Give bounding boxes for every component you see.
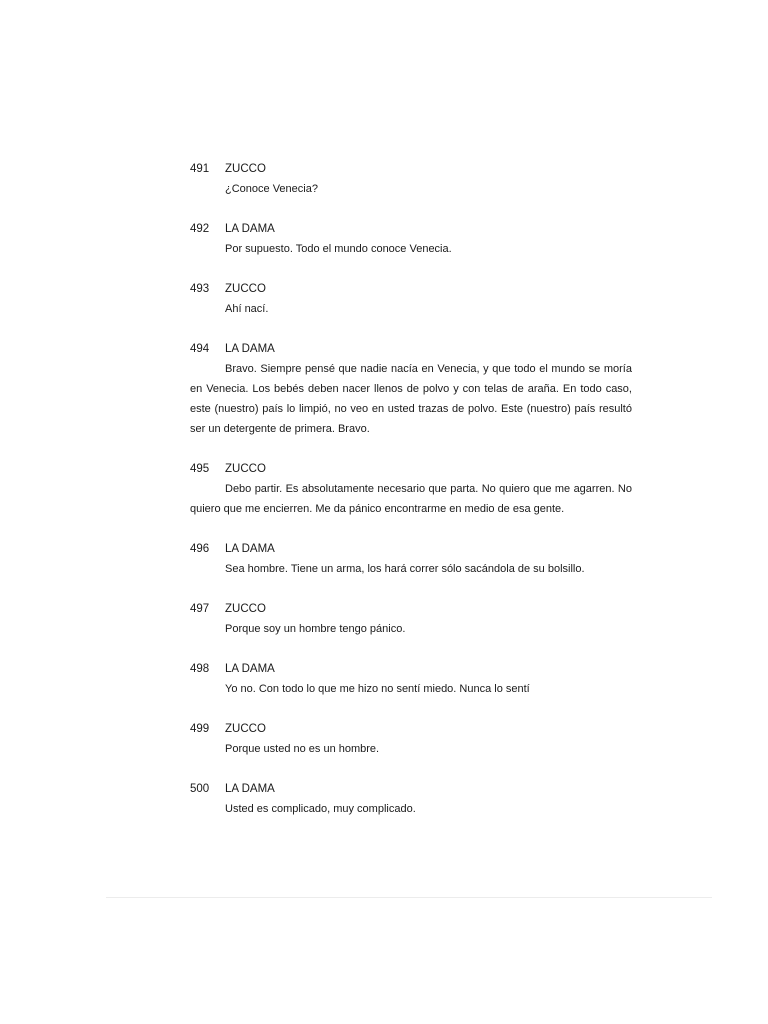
speech-text: Debo partir. Es absolutamente necesario que parta. No quiero que me agarren. No quiero que me encierren. Me da pánico encontrarme en medio de esa gente. (190, 483, 632, 515)
speaker-name: LA DAMA (225, 223, 275, 235)
line-number: 499 (190, 723, 210, 735)
speech-text: Yo no. Con todo lo que me hizo no sentí miedo. Nunca lo sentí (225, 683, 530, 695)
dialogue-entry (190, 279, 632, 319)
line-number: 494 (190, 343, 210, 355)
speech-text: Por supuesto. Todo el mundo conoce Venecia. (225, 243, 452, 255)
dialogue-entry (190, 219, 632, 259)
dialogue-entry (190, 779, 632, 819)
line-number: 493 (190, 283, 210, 295)
dialogue-entry (190, 659, 632, 699)
speaker-name: LA DAMA (225, 663, 275, 675)
speech-text: Sea hombre. Tiene un arma, los hará correr sólo sacándola de su bolsillo. (225, 563, 585, 575)
speaker-name: ZUCCO (225, 283, 266, 295)
page-divider (106, 897, 712, 898)
speech-text: Usted es complicado, muy complicado. (225, 803, 416, 815)
speaker-name: ZUCCO (225, 723, 266, 735)
dialogue-entry (190, 599, 632, 639)
entry-header (190, 599, 632, 619)
speaker-name: ZUCCO (225, 163, 266, 175)
line-number: 495 (190, 463, 210, 475)
line-number: 500 (190, 783, 210, 795)
dialogue-entry (190, 719, 632, 759)
speech-text: Ahí nací. (225, 303, 269, 315)
entry-header (190, 219, 632, 239)
dialogue-entry (190, 159, 632, 199)
speaker-name: ZUCCO (225, 463, 266, 475)
speech-text: Porque soy un hombre tengo pánico. (225, 623, 406, 635)
entry-header (190, 539, 632, 559)
dialogue-entry (190, 459, 632, 519)
line-number: 498 (190, 663, 210, 675)
entry-header (190, 779, 632, 799)
entry-header (190, 339, 632, 359)
speech-text: ¿Conoce Venecia? (225, 183, 318, 195)
entry-header (190, 459, 632, 479)
speaker-name: LA DAMA (225, 343, 275, 355)
dialogue-entry (190, 339, 632, 439)
line-number: 497 (190, 603, 210, 615)
entry-header (190, 719, 632, 739)
speaker-name: LA DAMA (225, 543, 275, 555)
entry-header (190, 279, 632, 299)
line-number: 491 (190, 163, 210, 175)
entry-header (190, 159, 632, 179)
entry-header (190, 659, 632, 679)
line-number: 496 (190, 543, 210, 555)
script-body (190, 159, 632, 839)
speech-text: Bravo. Siempre pensé que nadie nacía en Venecia, y que todo el mundo se moría en Venecia. Los bebés deben nacer llenos de polvo y con telas de araña. En todo caso, este (nuestro) país lo limpió, no veo en usted trazas de polvo. Este (nuestro) país resultó ser un detergente de primera. Bravo. (190, 363, 632, 435)
speaker-name: ZUCCO (225, 603, 266, 615)
speech-text: Porque usted no es un hombre. (225, 743, 380, 755)
speaker-name: LA DAMA (225, 783, 275, 795)
line-number: 492 (190, 223, 210, 235)
dialogue-entry (190, 539, 632, 579)
